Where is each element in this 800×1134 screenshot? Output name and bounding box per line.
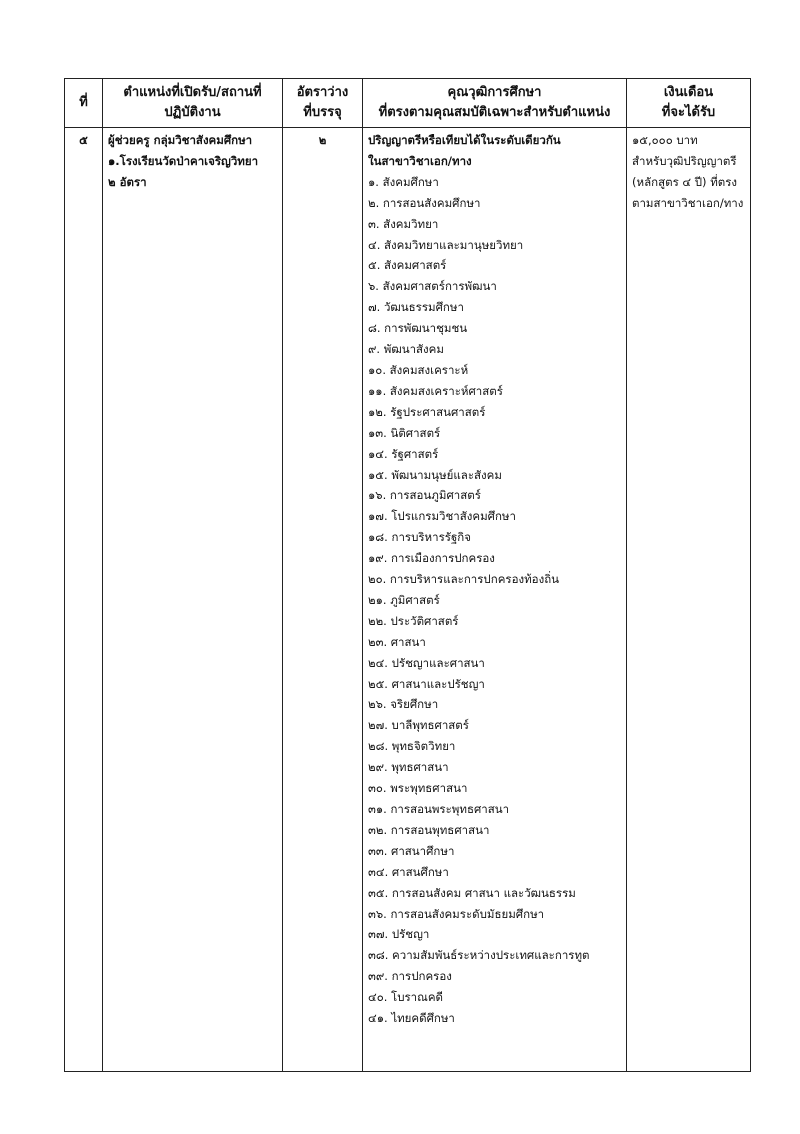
header-qualification xyxy=(363,79,627,128)
list-item: ๑๔. รัฐศาสตร์ xyxy=(368,446,439,461)
list-item: ๑๖. การสอนภูมิศาสตร์ xyxy=(368,488,481,503)
list-item: ๔๐. โบราณคดี xyxy=(368,990,443,1005)
list-item: ๒๘. พุทธจิตวิทยา xyxy=(368,739,456,754)
cell-salary xyxy=(627,128,751,1072)
list-item: ๔๑. ไทยคดีศึกษา xyxy=(368,1011,455,1026)
list-item: ๒๗. บาลีพุทธศาสตร์ xyxy=(368,718,469,733)
cell-vacancy: ๒ xyxy=(283,128,363,1072)
header-salary xyxy=(627,79,751,128)
header-position-line-1: ตำแหน่งที่เปิดรับ/สถานที่ xyxy=(123,85,262,100)
list-item: ๓. สังคมวิทยา xyxy=(368,216,439,231)
list-item: ๑๘. การบริหารรัฐกิจ xyxy=(368,530,471,545)
list-item: ๓๗. ปรัชญา xyxy=(368,927,430,942)
list-item: ๓๕. การสอนสังคม ศาสนา และวัฒนธรรม xyxy=(368,885,576,900)
cell-no: ๕ xyxy=(65,128,103,1072)
list-item: ๒๓. ศาสนา xyxy=(368,634,426,649)
list-item: ๓๓. ศาสนาศึกษา xyxy=(368,843,455,858)
list-item: ๑๑. สังคมสงเคราะห์ศาสตร์ xyxy=(368,383,503,398)
qualification-table xyxy=(64,78,751,1072)
list-item: ๓๐. พระพุทธศาสนา xyxy=(368,781,468,796)
qualification-list xyxy=(368,172,621,1029)
list-item: ๒๙. พุทธศาสนา xyxy=(368,760,449,775)
cell-position xyxy=(103,128,283,1072)
list-item: ๑๒. รัฐประศาสนศาสตร์ xyxy=(368,404,486,419)
qualification-head-line-2: ในสาขาวิชาเอก/ทาง xyxy=(368,153,472,168)
header-salary-line-1: เงินเดือน xyxy=(663,85,714,100)
list-item: ๓๖. การสอนสังคมระดับมัธยมศึกษา xyxy=(368,906,545,921)
list-item: ๑๗. โปรแกรมวิชาสังคมศึกษา xyxy=(368,509,516,524)
table-row xyxy=(65,128,751,1072)
header-no-text: ที่ xyxy=(79,95,88,110)
list-item: ๑๙. การเมืองการปกครอง xyxy=(368,551,495,566)
list-item: ๒๖. จริยศึกษา xyxy=(368,697,439,712)
list-item: ๖. สังคมศาสตร์การพัฒนา xyxy=(368,279,497,294)
header-no xyxy=(65,79,103,128)
list-item: ๒๑. ภูมิศาสตร์ xyxy=(368,592,440,607)
header-qualification-line-2: ที่ตรงตามคุณสมบัติเฉพาะสำหรับตำแหน่ง xyxy=(378,105,611,120)
list-item: ๓๙. การปกครอง xyxy=(368,969,452,984)
salary-line-1: ๑๕,๐๐๐ บาท xyxy=(632,133,698,147)
list-item: ๒๕. ศาสนาและปรัชญา xyxy=(368,676,485,691)
list-item: ๗. วัฒนธรรมศึกษา xyxy=(368,300,464,315)
list-item: ๓๑. การสอนพระพุทธศาสนา xyxy=(368,802,510,816)
list-item: ๑. สังคมศึกษา xyxy=(368,174,439,189)
list-item: ๒๒. ประวัติศาสตร์ xyxy=(368,613,459,628)
list-item: ๒๐. การบริหารและการปกครองท้องถิ่น xyxy=(368,572,560,587)
list-item: ๑๓. นิติศาสตร์ xyxy=(368,425,441,440)
list-item: ๑๐. สังคมสงเคราะห์ xyxy=(368,362,469,377)
list-item: ๓๘. ความสัมพันธ์ระหว่างประเทศและการทูต xyxy=(368,948,590,963)
position-line-1: ผู้ช่วยครู กลุ่มวิชาสังคมศึกษา xyxy=(108,133,253,147)
header-vacancy xyxy=(283,79,363,128)
list-item: ๔. สังคมวิทยาและมานุษยวิทยา xyxy=(368,237,524,252)
list-item: ๓๔. ศาสนศึกษา xyxy=(368,864,449,879)
list-item: ๒. การสอนสังคมศึกษา xyxy=(368,195,481,210)
header-position-line-2: ปฏิบัติงาน xyxy=(164,105,221,120)
list-item: ๘. การพัฒนาชุมชน xyxy=(368,321,468,336)
position-line-2: ๑.โรงเรียนวัดป่าคาเจริญวิทยา xyxy=(108,153,259,168)
header-vacancy-line-2: ที่บรรจุ xyxy=(303,105,342,120)
table-header-row xyxy=(65,79,751,128)
list-item: ๑๕. พัฒนามนุษย์และสังคม xyxy=(368,467,502,482)
list-item: ๓๒. การสอนพุทธศาสนา xyxy=(368,822,490,837)
header-position xyxy=(103,79,283,128)
header-qualification-line-1: คุณวุฒิการศึกษา xyxy=(447,85,542,100)
list-item: ๙. พัฒนาสังคม xyxy=(368,342,444,357)
header-salary-line-2: ที่จะได้รับ xyxy=(661,105,716,120)
cell-qualification xyxy=(363,128,627,1072)
qualification-head-line-1: ปริญญาตรีหรือเทียบได้ในระดับเดียวกัน xyxy=(368,133,561,147)
salary-line-2: สำหรับวุฒิปริญญาตรี xyxy=(632,153,737,168)
list-item: ๒๔. ปรัชญาและศาสนา xyxy=(368,655,485,670)
list-item: ๕. สังคมศาสตร์ xyxy=(368,258,447,273)
position-line-3: ๒ อัตรา xyxy=(108,174,147,189)
salary-line-4: ตามสาขาวิชาเอก/ทาง xyxy=(632,195,744,210)
salary-line-3: (หลักสูตร ๔ ปี) ที่ตรง xyxy=(632,174,738,189)
header-vacancy-line-1: อัตราว่าง xyxy=(296,85,349,100)
